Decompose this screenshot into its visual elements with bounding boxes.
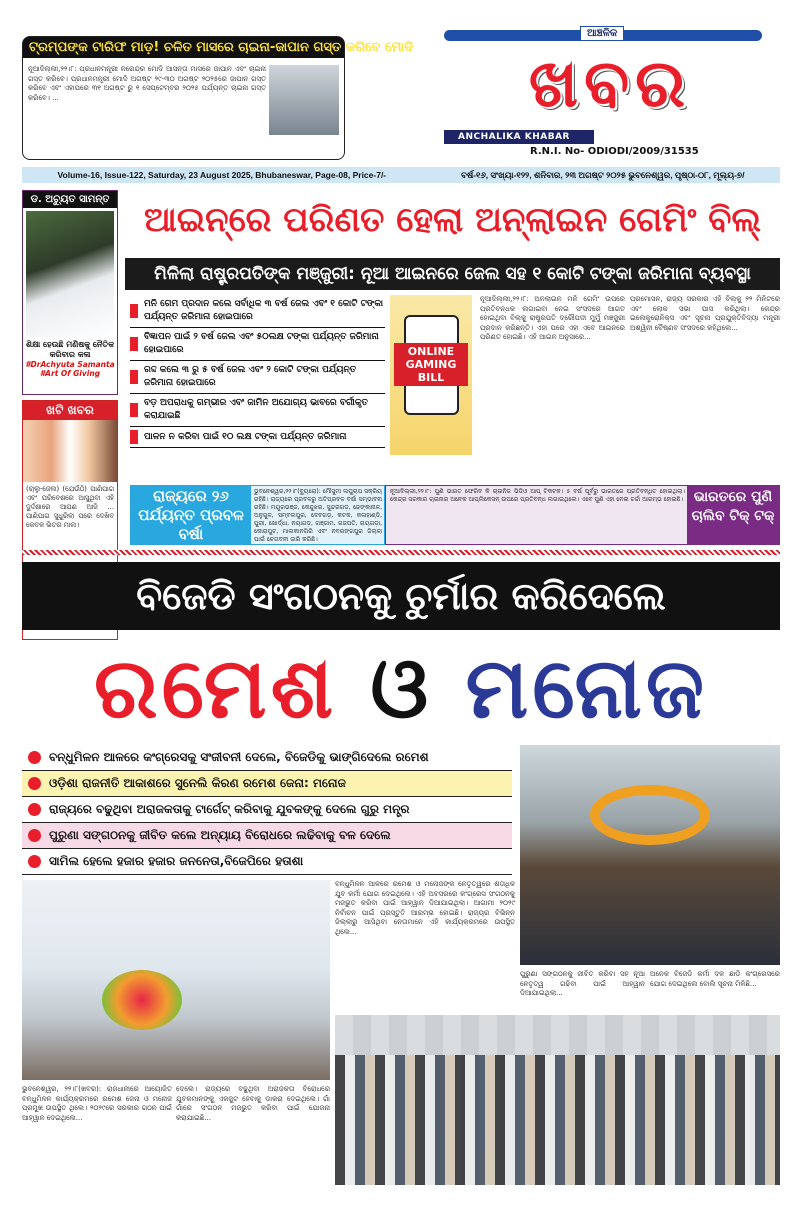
top-story-box: [22, 36, 414, 160]
red-dot-icon: [28, 777, 41, 790]
red-marker: [130, 337, 138, 351]
profile-caption: ଶିକ୍ଷା ହେଉଛି ମଣିଷକୁ ନୈତିକ କରିବାର କଳା: [26, 340, 114, 359]
rain-box: [130, 485, 385, 545]
bouquet-graphic: [102, 970, 182, 1030]
profile-tag: #DrAchyuta Samanta: [25, 360, 115, 369]
story-column-4: ଭୁବନେଶ୍ୱର, ୨୨।୮(ଖବର): ରାଜଧାନୀରେ ଆୟୋଜିତ ବନ୍ଧୁମିଳନ କାର୍ଯ୍ୟକ୍ରମରେ ରମେଶ ଜେନା ଓ ମନୋଜ ପ୍ରମୁଖ ଉପସ୍ଥିତ ଥିଲେ। ୨୦୨୯ରେ ସରକାର ଗଠନ ପାଇଁ ଆହ୍ୱାନ ଦେଇଥିଲେ...: [22, 1085, 172, 1122]
second-headline: ବିଜେଡି ସଂଗଠନକୁ ଚୁର୍ମାର କରିଦେଲେ: [22, 562, 780, 630]
rain-body: ଭୁବନେଶ୍ୱର,୨୨।୮(ବ୍ୟୁରୋ): ମୌସୁମୀ ଲଘୁଚାପ ସକ୍ରିୟ ରହିଛି। ରାଜ୍ୟରେ ପ୍ରବଳରୁ ଅତିପ୍ରବଳ ବର୍ଷା ସମ୍ଭାବନା ରହିଛି। ମୟୂରଭଞ୍ଜ, କେନ୍ଦୁଝର, ସୁନ୍ଦରଗଡ଼, ଢେଙ୍କାନାଳ, ଅନୁଗୁଳ, ସମ୍ବଲପୁର, ଦେବଗଡ଼, କଟକ, କଳାହାଣ୍ଡି, ପୁରୀ, ଖୋର୍ଦ୍ଧା, ନୟାଗଡ଼, ଗଞ୍ଜାମ, ଗଜପତି, ରାୟଗଡ଼ା, କୋରାପୁଟ, ମାଲକାନଗିରି ଏବଂ ନବରଙ୍ଗପୁର ଜିଲ୍ଲା ପାଇଁ ଚେତାବନୀ ଜାରି କରିଛି।: [254, 488, 382, 543]
lead-column-2: ପ୍ରମୋସନ, ରାଜ୍ୟ ସରକାର ଏହି ବିଲ୍‌କୁ ୨୨ ମିନିଟରେ ଏବଂ ଲୋକ ସଭା ପାସ କରିଥିଲା। କେନ୍ଦ୍ର ଇଲେକ୍ଟ୍ରୋନିକ୍ସ ଏବଂ ସୂଚନା ପ୍ରଯୁକ୍ତିବିଦ୍ୟା ମନ୍ତ୍ରୀ ଅଶ୍ୱିନୀ ବୈଷ୍ଣବ ସଂସଦରେ କହିଥିଲେ...: [630, 295, 780, 332]
bullet-text: ବନ୍ଧୁମିଳନ ଆଳରେ କଂଗ୍ରେସକୁ ସଂଜୀବନୀ ଦେଲେ, ବିଜେଡିକୁ ଭାଙ୍ଗିଦେଲେ ରମେଶ: [49, 750, 429, 764]
point-text: ରଦ୍ଦ କଲେ ୩ ରୁ ୫ ବର୍ଷ ଜେଲ ଏବଂ ୨ କୋଟି ଟଙ୍କା ପର୍ଯ୍ୟନ୍ତ ଜରିମାନା ହୋଇପାରେ: [144, 365, 357, 388]
point-text: ବଡ଼ ଅପରାଧକୁ ଗମ୍ଭୀର ଏବଂ ଜାମିନ ଅଯୋଗ୍ୟ ଭାବରେ ବର୍ଗୀକୃତ କରାଯାଇଛି: [144, 398, 368, 421]
bullet-item: [22, 745, 512, 771]
lead-subhead: ମିଳିଲା ରାଷ୍ଟ୍ରପତିଙ୍କ ମଞ୍ଜୁରୀ: ନୂଆ ଆଇନରେ ଜେଲ ସହ ୧ କୋଟି ଟଙ୍କା ଜରିମାନା ବ୍ୟବସ୍ଥା: [125, 258, 780, 290]
garland-graphic: [590, 785, 710, 845]
name-conjunction: ଓ: [370, 639, 433, 737]
lead-point: [130, 328, 385, 361]
tiktok-box: [385, 485, 780, 545]
issue-info-odia: ବର୍ଷ-୧୬, ସଂଖ୍ୟା-୧୨୨, ଶନିବାର, ୨୩ ଅଗଷ୍ଟ ୨୦୨୫ ଭୁବନେଶ୍ୱର, ପୃଷ୍ଠା-୦୮, ମୂଲ୍ୟ-୭/: [461, 169, 745, 180]
big-names-headline: [22, 636, 780, 740]
red-marker: [130, 430, 138, 444]
red-marker: [130, 370, 138, 384]
name-manoj: ମନୋଜ: [465, 639, 708, 737]
top-story-body: ନୂଆଦିଲ୍ଲୀ,୨୨।୮: ପ୍ରଧାନମନ୍ତ୍ରୀ ନରେନ୍ଦ୍ର ମୋଦି ଆସନ୍ତା ମାସରେ ଜାପାନ ଏବଂ ଚାଇନା ଗସ୍ତ କରିବେ। ପ୍ରଧାନମନ୍ତ୍ରୀ ମୋଦି ଅଗଷ୍ଟ ୨୯-୩୦ ଅଗଷ୍ଟ ୨୦୨୫ରେ ଜାପାନ ଗସ୍ତ କରିବେ ଏବଂ ଏହାପରେ ୩୧ ଅଗଷ୍ଟ ରୁ ୧ ସେପ୍ଟେମ୍ବର ୨୦୨୫ ପର୍ଯ୍ୟନ୍ତ ଚାଇନା ଗସ୍ତ କରିବେ। ...: [28, 65, 266, 102]
bullet-text: ସାମିଲ ହେଲେ ହଜାର ହଜାର ଜନନେତା,ବିଜେପିରେ ହତାଶା: [49, 854, 304, 868]
crowd-graphic: [335, 1055, 780, 1185]
red-dot-icon: [28, 855, 41, 868]
lead-points: [130, 295, 385, 448]
red-dot-icon: [28, 751, 41, 764]
khati-title: ଖଟି ଖବର: [23, 401, 117, 420]
red-dot-icon: [28, 803, 41, 816]
bullet-text: ରାଜ୍ୟରେ ବଢୁଥିବା ଅରାଜକତାକୁ ଟାର୍ଗେଟ୍ କରିବାକୁ ଯୁବକଙ୍କୁ ଦେଲେ ଗୁରୁ ମନ୍ତ୍ର: [49, 802, 410, 816]
profile-photo: [26, 211, 114, 337]
tiktok-body: ନୂଆଦିଲ୍ଲୀ,୨୨।୮: ପୁଣି ଭାରତ ଫେରିବ କି ଚାଇନିଜ ଭିଡିଓ ଆପ୍ ଟିକଟକ। ୫ ବର୍ଷ ପୂର୍ବରୁ ଭାରତରେ ପ୍ରତିବନ୍ଧିତ ହୋଇଥିଲା। କେନ୍ଦ୍ର ସରକାର ଚାଇନାର ଅନେକ ଆପ୍ଲିକେସନ୍ ଉପରେ ପ୍ରତିବନ୍ଧ ଲଗାଇଥିଲେ। ଏବେ ପୁଣି ଏହା ନେଇ ଚର୍ଚ୍ଚା ଆରମ୍ଭ ହୋଇଛି।: [390, 488, 685, 503]
lead-point: [130, 295, 385, 328]
point-text: ମନି ଗେମ ପ୍ରଦାନ କଲେ ସର୍ବାଧିକ ୩ ବର୍ଷ ଜେଲ ଏବଂ ୧ କୋଟି ଟଙ୍କା ପର୍ଯ୍ୟନ୍ତ ଜରିମାନା ହୋଇପାରେ: [144, 299, 384, 322]
masthead-tag: ଆଞ୍ଚଳିକ: [580, 26, 624, 41]
khati-body: (ଚାଲୁ-ଜେଲ) (ଯେଉଁଠି) ପାଣିପାଗ ଏବଂ ପରିବେଶରେ ଆସୁଥିବା ଏହି ଦୁର୍ଦ୍ଦଶାରେ ଆପଣ ଆଜି ... ପାଣିପାଗ ସୁଧୁରିଲା ପରେ ଦେଖିବ କେବଳ ଭିତର ମାଲ।: [26, 485, 114, 529]
red-marker: [130, 403, 138, 417]
profile-tag: #Art Of Giving: [39, 369, 101, 378]
bullet-item: [22, 823, 512, 849]
story-column-3: ଅନେକ ବିଜେଡି କର୍ମୀ ଦଳ ଛାଡି କଂଗ୍ରେସରେ ଯୋଗ ଦେଇଥିଲେ ବୋଲି ସୂଚନା ମିଳିଛି...: [650, 970, 780, 988]
bullet-text: ପୁରୁଣା ସଙ୍ଗଠନକୁ ଜୀବିତ କଲେ ଅନ୍ୟାୟ ବିରୋଧରେ ଲଢିବାକୁ ବଳ ଦେଲେ: [49, 828, 391, 842]
red-marker: [130, 304, 138, 318]
garland-photo: [520, 745, 780, 965]
profile-box: [22, 190, 118, 395]
lead-headline: ଆଇନ୍‌ରେ ପରିଣତ ହେଲା ଅନ୍‌ଲାଇନ ଗେମିଂ ବିଲ୍: [143, 200, 762, 240]
point-text: ବିଜ୍ଞାପନ ପାଇଁ ୨ ବର୍ଷ ଜେଲ ଏବଂ ୫୦ଲକ୍ଷ ଟଙ୍କା ପର୍ଯ୍ୟନ୍ତ ଜରିମାନା ହୋଇପାରେ: [144, 332, 379, 355]
lead-point: [130, 361, 385, 394]
point-text: ପାଳନ ନ କରିବା ପାଇଁ ୧୦ ଲକ୍ଷ ଟଙ୍କା ପର୍ଯ୍ୟନ୍ତ ଜରିମାନା: [144, 431, 347, 442]
rni-number: R.N.I. No- ODIODI/2009/31535: [530, 146, 699, 157]
rain-label: ରାଜ୍ୟରେ ୨୬ ପର୍ଯ୍ୟନ୍ତ ପ୍ରବଳ ବର୍ଷା: [131, 486, 251, 544]
issue-info-strip: [22, 167, 780, 183]
red-dot-icon: [28, 829, 41, 842]
top-story-headline: ଟ୍ରମ୍ପଙ୍କ ଟାରିଫ ମାଡ଼! ଚଳିତ ମାସରେ ଚାଇନା-ଜାପାନ ଗସ୍ତ କରିବେ ମୋଦି: [23, 37, 344, 58]
masthead: [440, 28, 780, 142]
tiktok-label: ଭାରତରେ ପୁଣି ଚାଲିବ ଟିକ୍ ଟକ୍: [687, 486, 779, 544]
story-column-5: ଦେଲେ। ରାଜ୍ୟରେ ବଢୁଥିବା ଅରାଜକତା ବିରୋଧରେ ଯୁବକମାନଙ୍କୁ ଏକଜୁଟ ହେବାକୁ ଡାକରା ଦେଇଥିଲେ। ଗାଁ ଗାଁରେ ସଂଗଠନ ମଜଭୁତ କରିବା ପାଇଁ ଯୋଜନା କରାଯାଇଛି...: [176, 1085, 330, 1122]
masthead-logo: ଖବର: [528, 45, 692, 122]
cartoon-image: [23, 420, 117, 482]
bullet-item: [22, 849, 512, 875]
modi-photo: [269, 65, 339, 135]
name-ramesh: ରମେଶ: [94, 639, 338, 737]
lead-point: [130, 394, 385, 427]
gaming-bill-image: [390, 295, 472, 455]
story-column-1: ବନ୍ଧୁମିଳନ ଆଳରେ ରମେଶ ଓ ମନୋଜଙ୍କ ନେତୃତ୍ୱରେ ଶତାଧିକ ଯୁବ କର୍ମୀ ଯୋଗ ଦେଇଥିଲେ। ଏହି ଅବସରରେ କଂଗ୍ରେସ ସଂଗଠନକୁ ମଜଭୁତ କରିବା ପାଇଁ ଆହ୍ୱାନ ଦିଆଯାଇଥିଲା। ଆଗାମୀ ୨୦୨୯ ନିର୍ବାଚନ ପାଇଁ ପ୍ରସ୍ତୁତି ଆରମ୍ଭ ହୋଇଛି। ରାଜ୍ୟର ବିଭିନ୍ନ ଜିଲ୍ଲାରୁ ଆସିଥିବା ନେତାମାନେ ଏହି କାର୍ଯ୍ୟକ୍ରମରେ ଉପସ୍ଥିତ ଥିଲେ...: [335, 880, 515, 936]
lead-point: [130, 427, 385, 448]
story-column-2: ପୁରୁଣା ସଙ୍ଗଠନକୁ ଜୀବିତ କରିବା ସହ ନୂଆ ନେତୃତ୍ୱ ଗଢିବା ପାଇଁ ଆହ୍ୱାନ ଦିଆଯାଇଥିଲା...: [520, 970, 645, 997]
crowd-photo: [335, 1015, 780, 1185]
bullet-text: ଓଡ଼ିଶା ରାଜନୀତି ଆକାଶରେ ସୁନେଲି କିରଣ ରମେଶ ଜେନା: ମନୋଜ: [49, 776, 346, 790]
lead-column-1: ନୂଆଦିଲ୍ଲୀ,୨୨।୮: ଅନଲାଇନ ମନି ଗେମିଂ ଉପରେ ପ୍ରତିବନ୍ଧକ ଲଗାଇବା ନେଇ ସଂସଦରେ ଆଗତ ହୋଇଥିବା ବିଲ୍‌କୁ ରାଷ୍ଟ୍ରପତି ଦ୍ରୌପଦୀ ମୁର୍ମୁ ମଞ୍ଜୁରୀ ପ୍ରଦାନ କରିଛନ୍ତି। ଏହା ପରେ ଏହା ଏବେ ଆଇନରେ ପରିଣତ ହୋଇଛି। ଏହି ଆଇନ ଅନୁସାରେ...: [480, 295, 625, 341]
hatched-divider: [22, 550, 780, 555]
profile-name: ଡ. ଅଚ୍ୟୁତ ସାମନ୍ତ: [23, 191, 117, 208]
bullet-item: [22, 797, 512, 823]
gaming-bill-label: ONLINE GAMING BILL: [394, 343, 468, 386]
bullet-item: [22, 771, 512, 797]
stage-photo: [22, 880, 330, 1080]
issue-info-english: Volume-16, Issue-122, Saturday, 23 August 2025, Bhubaneswar, Page-08, Price-7/-: [57, 169, 387, 180]
masthead-english-name: ANCHALIKA KHABAR: [444, 130, 594, 144]
second-bullets: [22, 745, 512, 875]
